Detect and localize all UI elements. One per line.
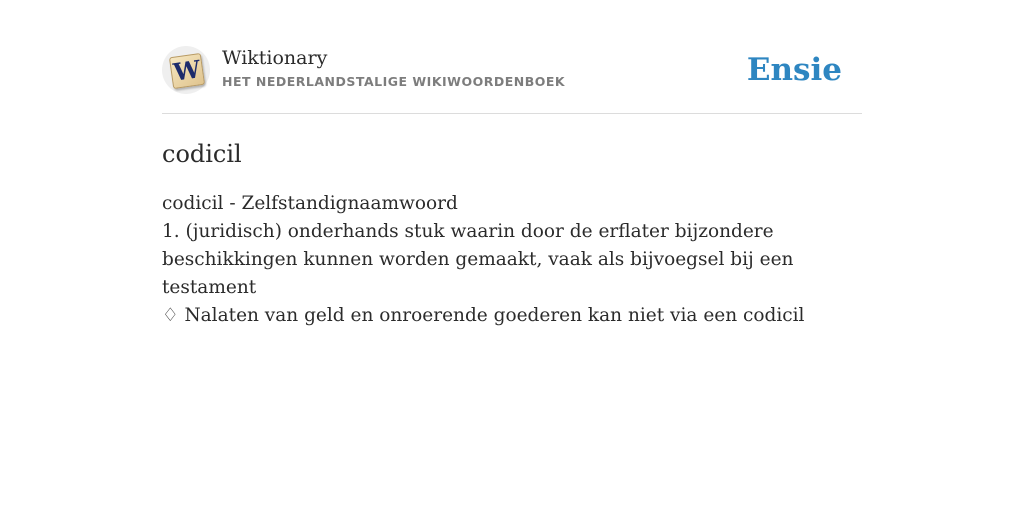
wiktionary-logo-icon: W bbox=[169, 53, 205, 89]
entry-body bbox=[162, 190, 862, 330]
part-of-speech: codicil - Zelfstandignaamwoord bbox=[162, 193, 458, 214]
site-title[interactable]: Wiktionary bbox=[222, 47, 328, 69]
example-sentence: ♢ Nalaten van geld en onroerende goederen kan niet via een codicil bbox=[162, 305, 805, 326]
definition: 1. (juridisch) onderhands stuk waarin door de erflater bijzondere beschikkingen kunnen worden gemaakt, vaak als bijvoegsel bij een testament bbox=[162, 221, 794, 298]
ensie-brand-link[interactable]: Ensie bbox=[746, 52, 842, 88]
site-subtitle: HET NEDERLANDSTALIGE WIKIWOORDENBOEK bbox=[222, 74, 566, 89]
page bbox=[162, 0, 862, 330]
wiktionary-logo[interactable] bbox=[162, 46, 210, 94]
site-header bbox=[162, 46, 862, 114]
page-title: codicil bbox=[162, 140, 242, 168]
